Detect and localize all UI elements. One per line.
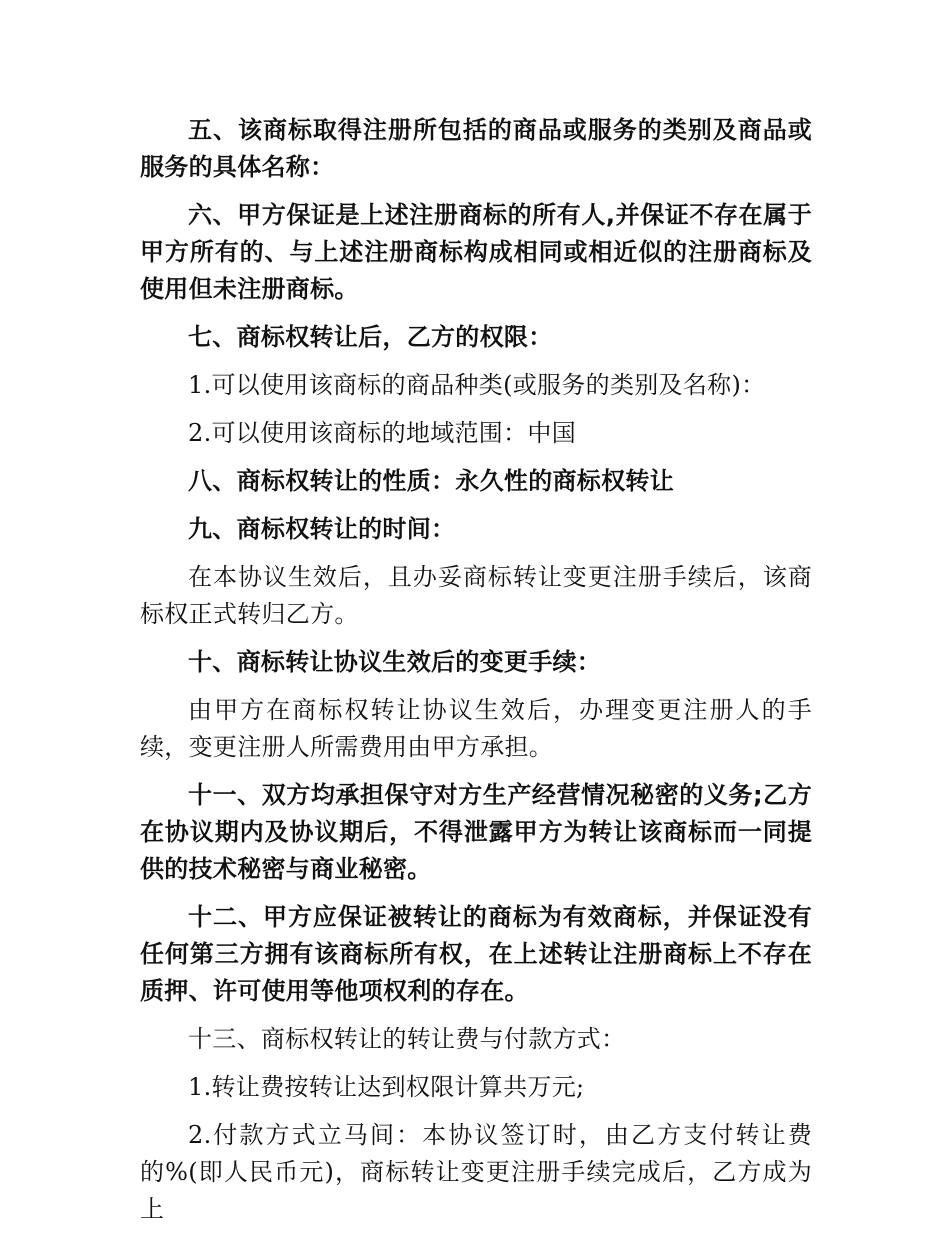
clause-11: 十一、双方均承担保守对方生产经营情况秘密的义务;乙方在协议期内及协议期后，不得泄露甲方为转让该商标而一同提供的技术秘密与商业秘密。 <box>140 781 812 883</box>
clause-6: 六、甲方保证是上述注册商标的所有人,并保证不存在属于甲方所有的、与上述注册商标构成相同或相近似的注册商标及使用但未注册商标。 <box>140 201 812 303</box>
clause-10-body: 由甲方在商标权转让协议生效后，办理变更注册人的手续，变更注册人所需费用由甲方承担。 <box>140 696 812 761</box>
clause-8: 八、商标权转让的性质：永久性的商标权转让 <box>188 467 674 495</box>
clause-10: 十、商标转让协议生效后的变更手续： <box>188 648 602 676</box>
document-body <box>140 112 812 1239</box>
clause-7-item-1: 1.可以使用该商标的商品种类(或服务的类别及名称)： <box>188 371 766 399</box>
clause-7: 七、商标权转让后，乙方的权限： <box>188 323 553 351</box>
clause-13-item-1: 1.转让费按转让达到权限计算共万元; <box>188 1073 585 1101</box>
clause-9: 九、商标权转让的时间： <box>188 515 456 543</box>
clause-13: 十三、商标权转让的转让费与付款方式： <box>188 1025 626 1053</box>
clause-13-item-2: 2.付款方式立马间：本协议签订时，由乙方支付转让费的%(即人民币元)，商标转让变更注册手续完成后，乙方成为上 <box>140 1121 812 1223</box>
clause-12: 十二、甲方应保证被转让的商标为有效商标，并保证没有任何第三方拥有该商标所有权，在上述转让注册商标上不存在质押、许可使用等他项权利的存在。 <box>140 903 812 1005</box>
clause-7-item-2: 2.可以使用该商标的地域范围：中国 <box>188 419 576 447</box>
clause-9-body: 在本协议生效后，且办妥商标转让变更注册手续后，该商标权正式转归乙方。 <box>140 563 812 628</box>
clause-5: 五、该商标取得注册所包括的商品或服务的类别及商品或服务的具体名称： <box>140 116 812 181</box>
